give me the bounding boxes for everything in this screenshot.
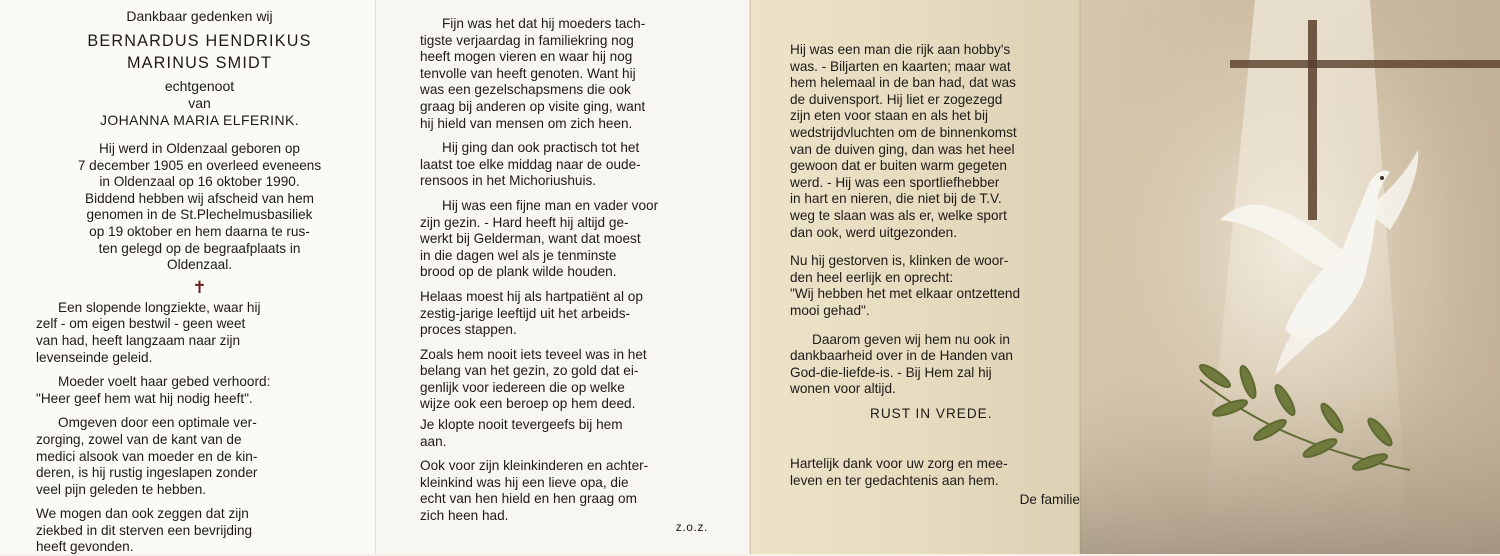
spouse-name: JOHANNA MARIA ELFERINK.	[99, 112, 300, 128]
text-line: Ook voor zijn kleinkinderen en achter-	[420, 458, 649, 474]
text-line: hij hield van mensen om zich heen.	[420, 115, 633, 131]
care-paragraph	[36, 415, 363, 498]
seniors-club-paragraph	[420, 140, 722, 190]
text-line: Hij was een fijne man en vader voor	[442, 197, 659, 213]
text-line: genomen in de St.Plechelmusbasiliek	[86, 207, 313, 223]
text-line: medici alsook van moeder en de kin-	[36, 448, 258, 464]
helpful-paragraph	[420, 417, 722, 450]
heart-patient-paragraph	[420, 289, 722, 339]
text-line: op 19 oktober en hem daarna te rus-	[89, 223, 310, 239]
text-line: in hart en nieren, die niet bij de T.V.	[790, 191, 1002, 207]
text-line: Hij werd in Oldenzaal geboren op	[98, 141, 300, 156]
text-line: "Heer geef hem wat hij nodig heeft".	[36, 390, 253, 406]
text-line: levenseinde geleid.	[36, 349, 153, 365]
text-line: belang van het gezin, zo gold dat ei-	[420, 363, 639, 379]
cross-icon: ✝	[192, 277, 207, 297]
thanks-paragraph	[790, 456, 1080, 489]
text-line: Een slopende longziekte, waar hij	[58, 299, 261, 315]
text-line: heeft gevonden.	[36, 539, 134, 555]
text-line: tigste verjaardag in familiekring nog	[420, 32, 634, 48]
text-line: zijn gezin. - Hard heeft hij altijd ge-	[420, 214, 629, 230]
text-line: zelf - om eigen bestwil - geen weet	[36, 316, 246, 332]
text-line: veel pijn geleden te hebben.	[36, 481, 207, 497]
text-line: Oldenzaal.	[167, 257, 232, 273]
panel-biography	[0, 0, 375, 554]
panel-life-story	[375, 0, 750, 554]
text-line: zijn eten voor staan en als het bij	[790, 108, 988, 124]
birthday-paragraph	[420, 16, 722, 132]
text-line: Hij was een man die rijk aan hobby's	[790, 42, 1011, 57]
text-line: We mogen dan ook zeggen dat zijn	[36, 506, 249, 522]
panel-artwork	[1080, 0, 1500, 554]
text-line: van had, heeft langzaam naar zijn	[36, 332, 241, 348]
text-line: tenvolle van heeft genoten. Want hij	[420, 65, 636, 81]
text-line: in Oldenzaal op 16 oktober 1990.	[99, 174, 300, 190]
illness-paragraph	[36, 300, 363, 366]
text-line: wijze ook een beroep op hem deed.	[420, 396, 636, 412]
text-line: Biddend hebben wij afscheid van hem	[85, 190, 314, 206]
text-line: zorging, zowel van de kant van de	[36, 431, 242, 447]
intro-line: Dankbaar gedenken wij	[126, 8, 273, 24]
text-line: brood op de plank wilde houden.	[420, 264, 617, 280]
text-line: Daarom geven wij hem nu ook in	[812, 331, 1010, 347]
text-line: Moeder voelt haar gebed verhoord:	[58, 374, 271, 390]
work-paragraph	[420, 198, 722, 281]
text-line: wonen voor altijd.	[790, 381, 896, 397]
text-line: de duivensport. Hij liet er zogezegd	[790, 91, 1003, 107]
text-line: gewoon dat er buiten warm gegeten	[790, 158, 1007, 174]
text-line: 7 december 1905 en overleed eveneens	[77, 157, 322, 173]
text-line: werd. - Hij was een sportliefhebber	[790, 174, 1000, 190]
panel-hobbies	[750, 0, 1080, 554]
text-line: Hartelijk dank voor uw zorg en mee-	[790, 456, 1008, 472]
text-line: kleinkind was hij een lieve opa, die	[420, 474, 629, 490]
text-line: Zoals hem nooit iets teveel was in het	[420, 346, 647, 362]
hands-of-god-paragraph	[790, 332, 1080, 398]
family-paragraph	[420, 347, 722, 413]
signature: De familie	[1019, 491, 1080, 507]
text-line: weg te slaan was als er, welke sport	[790, 207, 1007, 223]
deceased-name-line2: MARINUS SMIDT	[126, 54, 273, 72]
text-line: God-die-liefde-is. - Bij Hem zal hij	[790, 364, 992, 380]
deceased-name-line1: BERNARDUS HENDRIKUS	[87, 32, 312, 50]
text-line: Nu hij gestorven is, klinken de woor-	[790, 253, 1009, 269]
text-line: ziekbed in dit sterven een bevrijding	[36, 522, 253, 538]
text-line: genlijk voor iedereen die op welke	[420, 379, 625, 395]
text-line: mooi gehad".	[790, 302, 870, 318]
relief-paragraph	[36, 506, 363, 556]
text-line: Hij ging dan ook practisch tot het	[442, 140, 640, 156]
text-line: laatst toe elke middag naar de oude-	[420, 156, 641, 172]
text-line: zich heen had.	[420, 508, 509, 524]
text-line: zestig-jarige leeftijd uit het arbeids-	[420, 305, 631, 321]
text-line: echt van hen hield en hen graag om	[420, 491, 637, 507]
grandchildren-paragraph	[420, 458, 722, 524]
text-line: deren, is hij rustig ingeslapen zonder	[36, 465, 258, 481]
text-line: Je klopte nooit tevergeefs bij hem	[420, 417, 623, 433]
hobbies-paragraph	[790, 42, 1080, 241]
rest-in-peace: RUST IN VREDE.	[870, 405, 993, 421]
text-line: proces stappen.	[420, 322, 517, 338]
text-line: Helaas moest hij als hartpatiënt al op	[420, 288, 643, 304]
fold-line	[1079, 0, 1081, 554]
text-line: heeft mogen vieren en waar hij nog	[420, 49, 633, 65]
spouse-of: van	[188, 95, 211, 111]
text-line: dankbaarheid over in de Handen van	[790, 348, 1013, 364]
text-line: hem helemaal in de ban had, dat was	[790, 75, 1016, 91]
text-line: ten gelegd op de begraafplaats in	[98, 240, 301, 256]
text-line: in die dagen wel als je tenminste	[420, 247, 617, 263]
text-line: "Wij hebben het met elkaar ontzettend	[790, 286, 1021, 302]
text-line: was. - Biljarten en kaarten; maar wat	[790, 58, 1011, 74]
artwork-illustration	[1080, 0, 1500, 554]
text-line: dan ook, werd uitgezonden.	[790, 224, 958, 240]
text-line: werkt bij Gelderman, want dat moest	[420, 231, 641, 247]
fold-line	[749, 0, 751, 554]
birth-death-paragraph	[36, 141, 363, 274]
turn-over-note: z.o.z.	[675, 520, 708, 534]
text-line: was een gezelschapsmens die ook	[420, 82, 631, 98]
prayer-paragraph	[36, 374, 363, 407]
spouse-label: echtgenoot	[164, 78, 235, 94]
text-line: wedstrijdvluchten om de binnenkomst	[790, 124, 1017, 140]
text-line: Omgeven door een optimale ver-	[58, 415, 257, 431]
text-line: graag bij anderen op visite ging, want	[420, 98, 646, 114]
text-line: rensoos in het Michoriushuis.	[420, 173, 597, 189]
words-paragraph	[790, 253, 1080, 319]
text-line: Fijn was het dat hij moeders tach-	[442, 16, 646, 31]
text-line: leven en ter gedachtenis aan hem.	[790, 473, 999, 489]
text-line: aan.	[420, 433, 447, 449]
text-line: van de duiven ging, dan was het heel	[790, 141, 1015, 157]
text-line: den heel eerlijk en oprecht:	[790, 269, 954, 285]
